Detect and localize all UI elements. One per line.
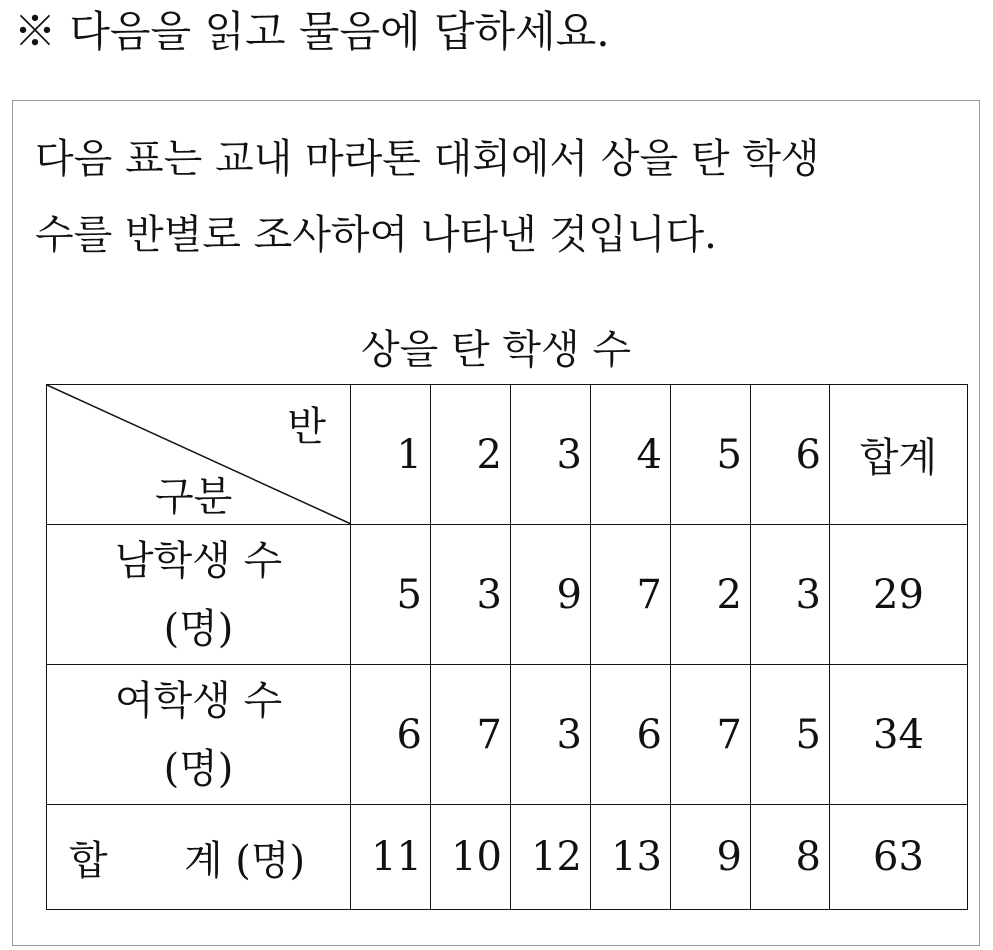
table-caption: 상을 탄 학생 수 [361, 327, 631, 373]
question-paragraph [35, 121, 965, 273]
column-header: 2 [431, 385, 511, 525]
column-header: 4 [591, 385, 671, 525]
question-box [12, 100, 980, 946]
table-row-total [47, 805, 968, 910]
table-cell: 3 [751, 525, 830, 665]
row-label-line: 여학생 수 [114, 677, 283, 724]
data-table [46, 384, 968, 910]
table-cell: 8 [751, 805, 830, 910]
row-label-unit: (명) [163, 605, 234, 652]
total-label [47, 805, 351, 910]
table-cell: 5 [351, 525, 431, 665]
header-row [47, 385, 968, 525]
column-header: 3 [511, 385, 591, 525]
table-cell-total: 63 [830, 805, 968, 910]
table-cell: 11 [351, 805, 431, 910]
table-cell: 6 [591, 665, 671, 805]
instruction: ※ 다음을 읽고 물음에 답하세요. [14, 7, 610, 56]
column-header: 1 [351, 385, 431, 525]
table-cell: 9 [511, 525, 591, 665]
corner-label-category: 구분 [155, 474, 233, 520]
table-row-girls [47, 665, 968, 805]
table-cell: 5 [751, 665, 830, 805]
table-cell-total: 34 [830, 665, 968, 805]
row-label-unit: (명) [163, 745, 234, 792]
table-row-boys [47, 525, 968, 665]
column-header-total: 합계 [830, 385, 968, 525]
paragraph-line: 수를 반별로 조사하여 나타낸 것입니다. [35, 212, 717, 258]
table-cell: 7 [591, 525, 671, 665]
paragraph-line: 다음 표는 교내 마라톤 대회에서 상을 탄 학생 [35, 136, 820, 182]
corner-label-class: 반 [287, 404, 326, 450]
table-cell: 2 [671, 525, 751, 665]
row-label-line: 남학생 수 [114, 537, 283, 584]
table-cell-total: 29 [830, 525, 968, 665]
table-cell: 3 [511, 665, 591, 805]
row-label [47, 525, 351, 665]
column-header: 6 [751, 385, 830, 525]
row-label [47, 665, 351, 805]
total-label-b: 계 (명) [183, 837, 306, 884]
table-cell: 9 [671, 805, 751, 910]
total-label-a: 합 [69, 837, 108, 884]
column-header: 5 [671, 385, 751, 525]
table-cell: 7 [671, 665, 751, 805]
table-cell: 7 [431, 665, 511, 805]
table-cell: 3 [431, 525, 511, 665]
table-cell: 10 [431, 805, 511, 910]
corner-cell [47, 385, 351, 525]
table-cell: 6 [351, 665, 431, 805]
table-cell: 12 [511, 805, 591, 910]
table-cell: 13 [591, 805, 671, 910]
